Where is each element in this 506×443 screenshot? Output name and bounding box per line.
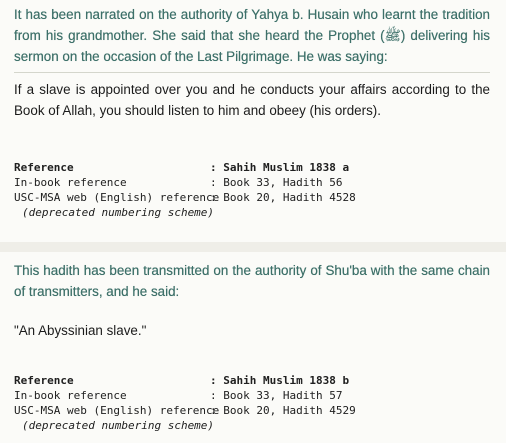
divider [14,72,490,73]
reference-value: : Book 20, Hadith 4528 [210,191,356,204]
reference-label: Reference [14,374,74,387]
reference-row [14,373,356,388]
reference-label: In-book reference [14,389,127,402]
reference-label: In-book reference [14,176,127,189]
hadith-narrator: It has been narrated on the authority of Yahya b. Husain who learnt the tradition from his grandmother. She said that she heard the Prophet (ﷺ) delivering his sermon on the occasion of the Last Pilgrimage. He was saying: [14,7,490,64]
reference-note: (deprecated numbering scheme) [22,419,215,432]
reference-label: Reference [14,161,74,174]
hadith-text: "An Abyssinian slave." [14,323,147,338]
reference-row [14,403,356,418]
reference-value: : Book 33, Hadith 57 [210,389,343,402]
reference-value: : Book 20, Hadith 4529 [210,404,356,417]
reference-label: USC-MSA web (English) reference [14,191,220,204]
reference-value: : Book 33, Hadith 56 [210,176,343,189]
reference-link[interactable]: : Sahih Muslim 1838 b [210,374,350,387]
hadith-reference [14,160,356,220]
hadith-reference [14,373,356,433]
reference-link[interactable]: : Sahih Muslim 1838 a [210,161,350,174]
reference-row [14,160,356,175]
hadith-text: If a slave is appointed over you and he conducts your affairs according to the Book of Allah, you should listen to him and obeey (his orders). [14,82,490,118]
reference-row [14,175,356,190]
reference-note: (deprecated numbering scheme) [22,206,215,219]
hadith-narrator: This hadith has been transmitted on the authority of Shu'ba with the same chain of transmitters, and he said: [14,263,490,299]
hadith-card [0,252,506,443]
reference-label: USC-MSA web (English) reference [14,404,220,417]
reference-row [14,388,356,403]
reference-row [14,190,356,205]
